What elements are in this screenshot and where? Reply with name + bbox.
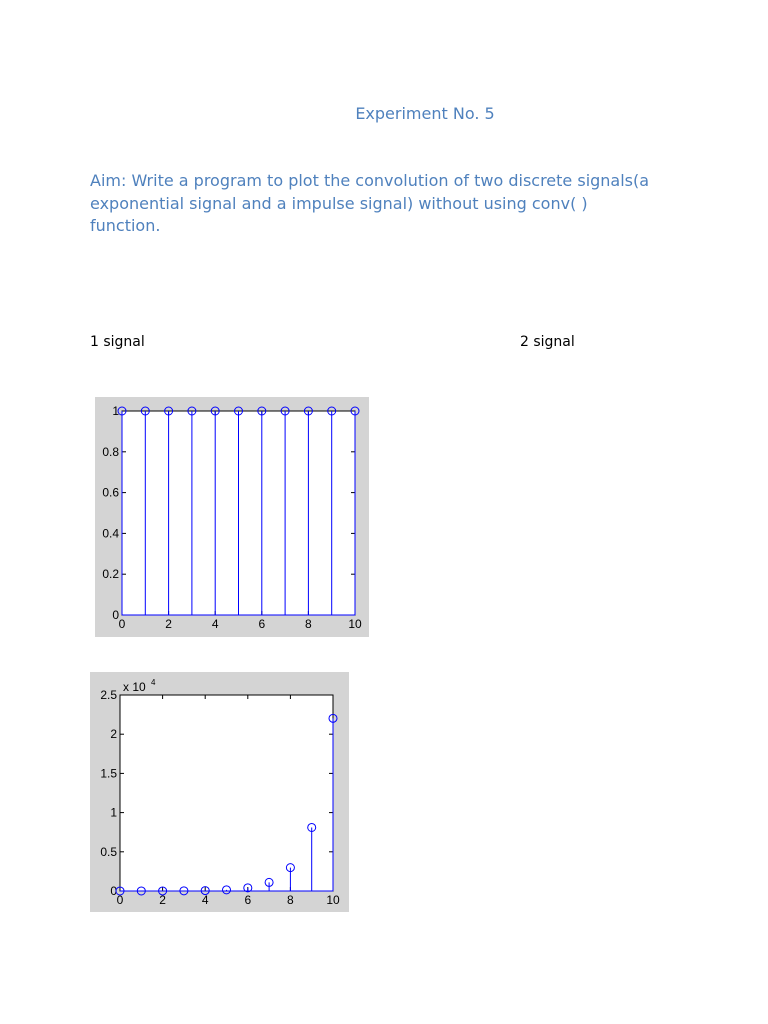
aim-line: exponential signal and a impulse signal) without using conv( ) xyxy=(90,193,588,213)
y-tick-label: 2 xyxy=(110,727,117,742)
x-tick-label: 0 xyxy=(118,617,126,631)
y-tick-label: 2.5 xyxy=(100,688,117,702)
y-tick-label: 0.8 xyxy=(102,444,119,459)
signal-1-chart xyxy=(95,397,369,637)
exponent-label: x 10 xyxy=(123,680,146,694)
aim-line: Aim: Write a program to plot the convolution of two discrete signals(a xyxy=(90,171,650,190)
y-tick-label: 0.5 xyxy=(100,844,117,859)
x-tick-label: 2 xyxy=(165,617,172,631)
aim-paragraph xyxy=(90,170,690,238)
y-tick-label: 1 xyxy=(110,805,117,820)
y-tick-label: 0 xyxy=(112,608,119,622)
x-tick-label: 6 xyxy=(244,893,252,907)
y-tick-label: 0.2 xyxy=(102,567,119,582)
y-tick-label: 1.5 xyxy=(100,766,117,781)
x-tick-label: 0 xyxy=(116,893,124,907)
aim-line: function. xyxy=(90,216,161,235)
exponent-power: 4 xyxy=(151,678,156,687)
x-tick-label: 4 xyxy=(201,893,209,907)
experiment-heading: Experiment No. 5 xyxy=(355,104,495,123)
convolution-chart xyxy=(90,672,349,912)
y-tick-label: 0 xyxy=(110,884,117,898)
signal-1-plot xyxy=(95,397,369,637)
y-tick-label: 0.6 xyxy=(102,485,119,500)
signal-2-label: 2 signal xyxy=(520,334,575,350)
x-tick-label: 10 xyxy=(348,617,362,631)
plot-area xyxy=(120,695,333,891)
x-tick-label: 10 xyxy=(326,893,340,907)
x-tick-label: 4 xyxy=(211,617,219,631)
y-tick-label: 0.4 xyxy=(102,526,119,541)
x-tick-label: 8 xyxy=(305,617,312,631)
x-tick-label: 6 xyxy=(258,617,266,631)
x-tick-label: 8 xyxy=(287,893,294,907)
signal-1-label: 1 signal xyxy=(90,334,145,350)
x-tick-label: 2 xyxy=(159,893,166,907)
convolution-plot xyxy=(90,672,349,912)
y-tick-label: 1 xyxy=(112,404,119,418)
